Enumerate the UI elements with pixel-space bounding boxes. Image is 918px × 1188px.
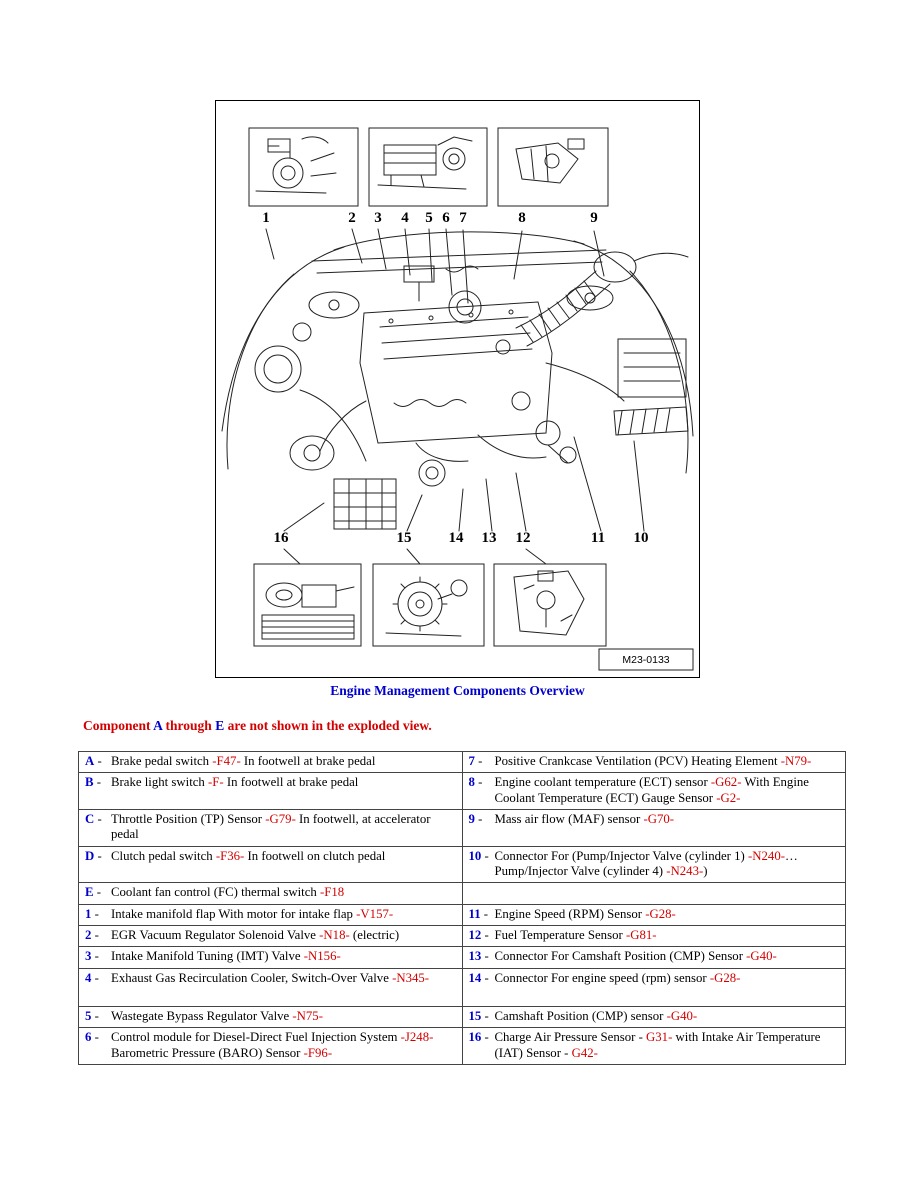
text-segment: -F47- xyxy=(212,754,241,768)
table-cell xyxy=(79,926,463,947)
callout-3: 3 xyxy=(374,210,382,226)
components-table xyxy=(78,751,846,1065)
row-label: 16 - xyxy=(468,1030,492,1045)
text-segment: Engine coolant temperature (ECT) sensor xyxy=(494,775,711,790)
text-segment: Component xyxy=(83,718,154,733)
text-segment: -G62- xyxy=(710,775,742,790)
cell-text xyxy=(111,949,341,963)
row-label: 14 - xyxy=(468,970,492,985)
text-segment: Camshaft Position (CMP) sensor xyxy=(494,1009,667,1024)
figure-id-label: M23-0133 xyxy=(622,654,670,666)
table-cell xyxy=(462,883,846,904)
cell-text xyxy=(495,775,809,804)
table-row xyxy=(79,883,846,904)
cell-text xyxy=(111,775,358,789)
cell-text xyxy=(495,907,676,921)
text-segment: G42- xyxy=(571,1045,598,1060)
text-segment: are not shown in the exploded view. xyxy=(224,718,432,733)
table-row xyxy=(79,968,846,1006)
text-segment: EGR Vacuum Regulator Solenoid Valve xyxy=(111,928,320,943)
text-segment: -N79- xyxy=(780,754,812,768)
callout-10: 10 xyxy=(633,530,649,546)
cell-text xyxy=(111,885,344,899)
row-label: B - xyxy=(85,775,105,790)
table-cell xyxy=(79,1007,463,1028)
inset-detail-valve xyxy=(256,137,336,193)
row-label: 5 - xyxy=(85,1009,103,1024)
table-row xyxy=(79,773,846,810)
text-segment: -G28- xyxy=(709,970,741,985)
text-segment: Intake Manifold Tuning (IMT) Valve xyxy=(111,949,304,964)
callout-2: 2 xyxy=(348,210,356,226)
row-label: 9 - xyxy=(468,812,486,827)
inset-detail-connector xyxy=(516,139,584,183)
text-segment: Clutch pedal switch xyxy=(111,848,216,863)
text-segment: -G40- xyxy=(746,949,777,964)
table-cell xyxy=(79,968,463,1006)
text-segment: -V157- xyxy=(356,906,394,921)
text-segment: -N75- xyxy=(292,1009,323,1024)
text-segment: Control module for Diesel-Direct Fuel Injection System xyxy=(111,1030,401,1045)
text-segment: -N345- xyxy=(392,970,430,985)
table-cell xyxy=(462,1028,846,1065)
text-segment: -N18- xyxy=(319,928,350,943)
callout-12: 12 xyxy=(515,530,531,546)
cell-text xyxy=(111,1009,323,1023)
row-label: D - xyxy=(85,848,105,863)
engine-line-art xyxy=(222,128,693,670)
callout-13: 13 xyxy=(481,530,497,546)
text-segment: Intake manifold flap With motor for intake flap xyxy=(111,906,357,921)
text-segment: -J248- xyxy=(400,1030,434,1045)
text-segment: Throttle Position (TP) Sensor xyxy=(111,812,266,827)
row-label: 13 - xyxy=(468,949,492,964)
row-label: 6 - xyxy=(85,1030,103,1045)
text-segment: Fuel Temperature Sensor xyxy=(494,928,626,943)
row-label: 7 - xyxy=(468,754,486,768)
table-cell xyxy=(79,810,463,847)
table-cell xyxy=(79,846,463,883)
text-segment: Coolant fan control (FC) thermal switch xyxy=(111,885,320,900)
text-segment: -G79- xyxy=(265,812,296,827)
text-segment: Charge Air Pressure Sensor - xyxy=(494,1030,647,1045)
table-cell xyxy=(462,773,846,810)
callout-4: 4 xyxy=(401,210,409,226)
text-segment: Wastegate Bypass Regulator Valve xyxy=(111,1009,293,1024)
callout-16: 16 xyxy=(273,530,289,546)
text-segment: In footwell at brake pedal xyxy=(223,775,359,790)
text-segment: A xyxy=(153,718,163,733)
callout-1: 1 xyxy=(262,210,270,226)
components-table-body xyxy=(79,752,846,1065)
table-cell xyxy=(79,947,463,968)
text-segment: -G28- xyxy=(645,906,676,921)
table-row xyxy=(79,810,846,847)
text-segment: -F36- xyxy=(215,848,245,863)
row-label: 10 - xyxy=(468,848,492,863)
text-segment: Brake pedal switch xyxy=(111,754,213,768)
table-row xyxy=(79,947,846,968)
cell-text xyxy=(111,849,385,863)
text-segment: -N240- xyxy=(748,848,785,863)
callout-15: 15 xyxy=(396,530,412,546)
text-segment: In footwell on clutch pedal xyxy=(244,848,386,863)
cell-text xyxy=(495,1009,698,1023)
text-segment: In footwell at brake pedal xyxy=(240,754,376,768)
row-label: 4 - xyxy=(85,970,103,985)
table-cell xyxy=(79,773,463,810)
row-label: A - xyxy=(85,754,105,768)
inset-detail-camshaft-gear xyxy=(386,577,467,636)
components-table-wrap xyxy=(78,751,846,1065)
engine-diagram-art xyxy=(216,101,699,677)
row-label: C - xyxy=(85,812,105,827)
row-label: 15 - xyxy=(468,1009,492,1024)
inset-detail-pump xyxy=(378,137,472,189)
table-cell xyxy=(79,904,463,925)
table-cell xyxy=(462,810,846,847)
text-segment: E xyxy=(215,718,225,733)
row-label: E - xyxy=(85,885,105,900)
callout-14: 14 xyxy=(448,530,464,546)
table-row xyxy=(79,904,846,925)
table-cell xyxy=(462,904,846,925)
cell-text xyxy=(495,971,741,985)
row-label: 2 - xyxy=(85,928,103,943)
cell-text xyxy=(495,1030,821,1059)
row-label: 12 - xyxy=(468,928,492,943)
cell-text xyxy=(111,971,429,985)
table-cell xyxy=(462,1007,846,1028)
text-segment: (electric) xyxy=(349,928,400,943)
text-segment: Connector For (Pump/Injector Valve (cylinder 1) xyxy=(494,848,749,863)
text-segment: Exhaust Gas Recirculation Cooler, Switch-Over Valve xyxy=(111,970,393,985)
text-segment: through xyxy=(162,718,216,733)
text-segment: -N243- xyxy=(666,864,704,879)
cell-text xyxy=(495,754,812,768)
table-cell xyxy=(462,968,846,1006)
table-cell xyxy=(462,926,846,947)
text-segment: Brake light switch xyxy=(111,775,209,790)
callout-6: 6 xyxy=(442,210,450,226)
table-row xyxy=(79,1007,846,1028)
note-text xyxy=(83,718,843,734)
table-row xyxy=(79,752,846,773)
text-segment: G31- xyxy=(646,1030,673,1045)
text-segment: ) xyxy=(703,864,708,879)
text-segment: with Intake Air Temperature (IAT) Sensor - xyxy=(494,1030,821,1060)
inset-frames xyxy=(249,128,608,646)
inset-detail-intercooler xyxy=(262,583,354,639)
text-segment: With Engine Coolant Temperature (ECT) Gauge Sensor xyxy=(494,775,809,805)
row-label: 8 - xyxy=(468,775,486,790)
callout-8: 8 xyxy=(518,210,526,226)
text-segment: In footwell, at accelerator pedal xyxy=(111,812,431,842)
text-segment: -G70- xyxy=(643,812,674,827)
table-cell xyxy=(462,947,846,968)
row-label: 1 - xyxy=(85,906,103,921)
cell-text xyxy=(111,754,375,768)
text-segment: Positive Crankcase Ventilation (PCV) Heating Element xyxy=(494,754,781,768)
cell-text xyxy=(495,949,777,963)
text-segment: -G81- xyxy=(625,928,657,943)
row-label: 11 - xyxy=(468,906,492,921)
cell-text xyxy=(495,849,798,878)
text-segment: Connector For Camshaft Position (CMP) Sensor xyxy=(494,949,747,964)
text-segment: Barometric Pressure (BARO) Sensor xyxy=(111,1045,304,1060)
table-cell xyxy=(79,752,463,773)
cell-text xyxy=(111,907,393,921)
text-segment: -G40- xyxy=(666,1009,698,1024)
cell-text xyxy=(111,1030,433,1059)
text-segment: -G2- xyxy=(716,790,741,805)
cell-text xyxy=(495,812,675,826)
table-cell xyxy=(79,1028,463,1065)
text-segment: -F18 xyxy=(319,885,345,900)
engine-diagram-figure xyxy=(215,100,700,678)
callout-7: 7 xyxy=(459,210,467,226)
cell-text xyxy=(111,928,399,942)
table-cell xyxy=(462,752,846,773)
callout-5: 5 xyxy=(425,210,433,226)
figure-caption: Engine Management Components Overview xyxy=(330,683,585,698)
callout-11: 11 xyxy=(590,530,606,546)
text-segment: -F- xyxy=(208,775,224,790)
table-row xyxy=(79,846,846,883)
table-cell xyxy=(79,883,463,904)
callout-9: 9 xyxy=(590,210,598,226)
text-segment: Connector For engine speed (rpm) sensor xyxy=(494,970,710,985)
text-segment: … Pump/Injector Valve (cylinder 4) xyxy=(494,848,798,879)
text-segment: Engine Speed (RPM) Sensor xyxy=(494,906,646,921)
cell-text xyxy=(111,812,431,841)
table-row xyxy=(79,1028,846,1065)
table-cell xyxy=(462,846,846,883)
inset-detail-sensor xyxy=(514,571,584,635)
cell-text xyxy=(495,928,657,942)
text-segment: -F96- xyxy=(303,1045,333,1060)
row-label: 3 - xyxy=(85,949,103,964)
text-segment: Mass air flow (MAF) sensor xyxy=(494,812,644,827)
table-row xyxy=(79,926,846,947)
text-segment: -N156- xyxy=(303,949,341,964)
